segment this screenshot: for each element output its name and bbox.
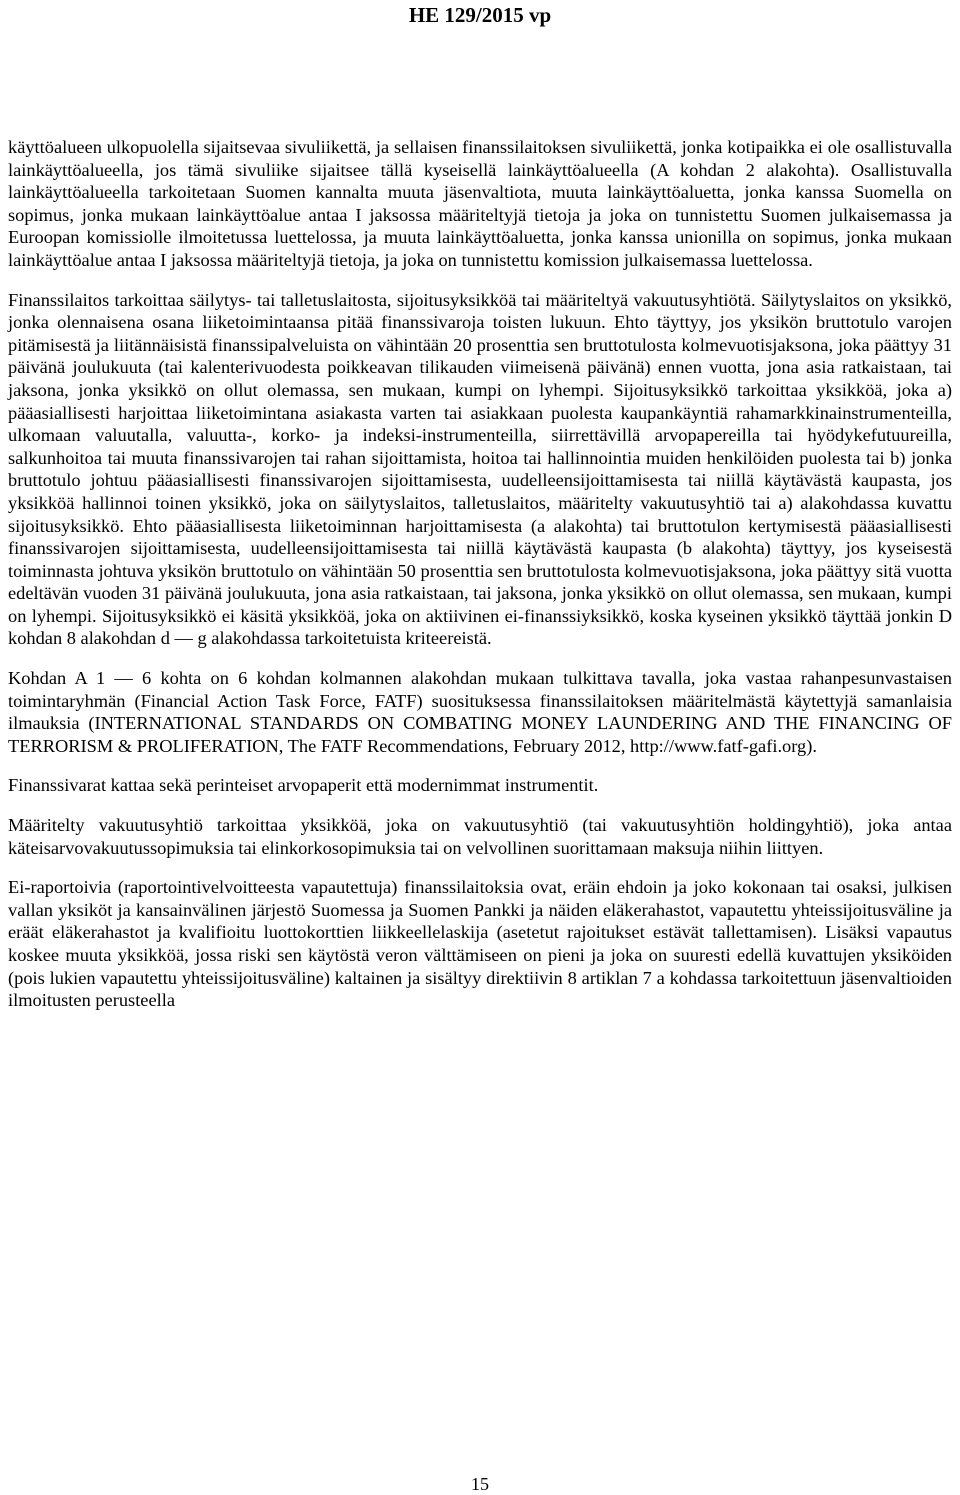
document-body — [8, 136, 952, 1029]
page-header: HE 129/2015 vp — [408, 3, 552, 27]
paragraph-4: Finanssivarat kattaa sekä perinteiset arvopaperit että modernimmat instrumentit. — [8, 775, 599, 796]
paragraph-3: Kohdan A 1 — 6 kohta on 6 kohdan kolmannen alakohdan mukaan tulkittava tavalla, joka vastaa rahanpesunvastaisen toimintaryhmän (Financial Action Task Force, FATF) suosituksessa finanssilaitoksen määritelmästä käytettyjä samanlaisia ilmauksia (INTERNATIONAL STANDARDS ON COMBATING MONEY LAUNDERING AND THE FINANCING OF TERRORISM & PROLIFERATION, The FATF Recommendations, February 2012, http://www.fatf-gafi.org). — [8, 668, 952, 756]
paragraph-6: Ei-raportoivia (raportointivelvoitteesta vapautettuja) finanssilaitoksia ovat, eräin ehdoin ja joko kokonaan tai osaksi, julkisen vallan yksiköt ja kansainvälinen järjestö Suomessa ja Suomen Pankki ja näiden eläkerahastot, vapautettu yhteissijoitusväline ja eräät eläkerahastot ja kvalifioitu luottokorttien liikkeellelaskija (asetetut rajoitukset estävät tallettamisen). Lisäksi vapautus koskee muuta yksikköä, jossa riski sen käytöstä veron välttämiseen on pieni ja joka on suuresti edellä kuvattujen yksiköiden (pois lukien vapautettu yhteissijoitusväline) kaltainen ja sisältyy direktiivin 8 artiklan 7 a kohdassa tarkoitettuun jäsenvaltioiden ilmoitusten perusteella — [8, 877, 952, 1011]
paragraph-2: Finanssilaitos tarkoittaa säilytys- tai talletuslaitosta, sijoitusyksikköä tai määriteltyä vakuutusyhtiötä. Säilytyslaitos on yksikkö, jonka olennaisena osana liiketoimintaansa pitää finanssivaroja toisten lukuun. Ehto täyttyy, jos yksikön bruttotulo varojen pitämisestä ja liitännäisistä finanssipalveluista on vähintään 20 prosenttia sen bruttotulosta kolmevuotisjaksona, joka päättyy 31 päivänä joulukuuta (tai kalenterivuodesta poikkeavan tilikauden viimeisenä päivänä) ennen vuotta, jona asia ratkaistaan, tai jaksona, jonka yksikkö on ollut olemassa, sen mukaan, kumpi on lyhempi. Sijoitusyksikkö tarkoittaa yksikköä, joka a) pääasiallisesti harjoittaa liiketoimintana asiakasta varten tai asiakkaan puolesta kaupankäyntiä rahamarkkinainstrumenteilla, ulkomaan valuutalla, valuutta-, korko- ja indeksi-instrumenteilla, siirrettävillä arvopapereilla tai hyödykefutuureilla, salkunhoitoa tai muuta finanssivarojen tai rahan sijoittamista, hoitoa tai hallinnointia muiden henkilöiden puolesta tai b) jonka bruttotulo johtuu pääasiallisesti finanssivarojen sijoittamisesta, uudelleensijoittamisesta tai niillä käytävästä kaupasta, jos yksikköä hallinnoi toinen yksikkö, joka on säilytyslaitos, talletuslaitos, määritelty vakuutusyhtiö tai a) alakohdassa kuvattu sijoitusyksikkö. Ehto pääasiallisesta liiketoiminnan harjoittamisesta (a alakohta) tai bruttotulon kertymisestä pääasiallisesti finanssivarojen sijoittamisesta, uudelleensijoittamisesta tai niillä käytävästä kaupasta (b alakohta) täyttyy, jos kyseisestä toiminnasta johtuva yksikön bruttotulo on vähintään 50 prosenttia sen bruttotulosta kolmevuotisjaksona, joka päättyy sitä vuotta edeltävän vuoden 31 päivänä joulukuuta, jona asia ratkaistaan, tai jaksona, jonka yksikkö on ollut olemassa, sen mukaan, kumpi on lyhempi. Sijoitusyksikkö ei käsitä yksikköä, joka on aktiivinen ei-finanssiyksikkö, koska kyseinen yksikkö täyttää jonkin D kohdan 8 alakohdan d — g alakohdassa tarkoitetuista kriteereistä. — [8, 289, 952, 649]
paragraph-5: Määritelty vakuutusyhtiö tarkoittaa yksikköä, joka on vakuutusyhtiö (tai vakuutusyhtiön holdingyhtiö), joka antaa käteisarvovakuutussopimuksia tai elinkorkosopimuksia tai on velvollinen suorittamaan maksuja niihin liittyen. — [8, 815, 952, 858]
page-number: 15 — [471, 1474, 489, 1494]
paragraph-1: käyttöalueen ulkopuolella sijaitsevaa sivuliikettä, ja sellaisen finanssilaitoksen sivuliikettä, jonka kotipaikka ei ole osallistuvalla lainkäyttöalueella, jos tämä sivuliike sijaitsee tällä kyseisellä lainkäyttöalueella (A kohdan 2 alakohta). Osallistuvalla lainkäyttöalueella tarkoitetaan Suomen kannalta muuta jäsenvaltiota, muuta lainkäyttöaluetta, jonka kanssa Suomella on sopimus, jonka mukaan lainkäyttöalue antaa I jaksossa määriteltyjä tietoja ja joka on tunnistettu Suomen julkaisemassa ja Euroopan komissiolle ilmoitetussa luettelossa, ja muuta lainkäyttöaluetta, jonka kanssa unionilla on sopimus, jonka mukaan lainkäyttöalue antaa I jaksossa määriteltyjä tietoja, ja joka on tunnistettu komission julkaisemassa luettelossa. — [8, 137, 952, 270]
